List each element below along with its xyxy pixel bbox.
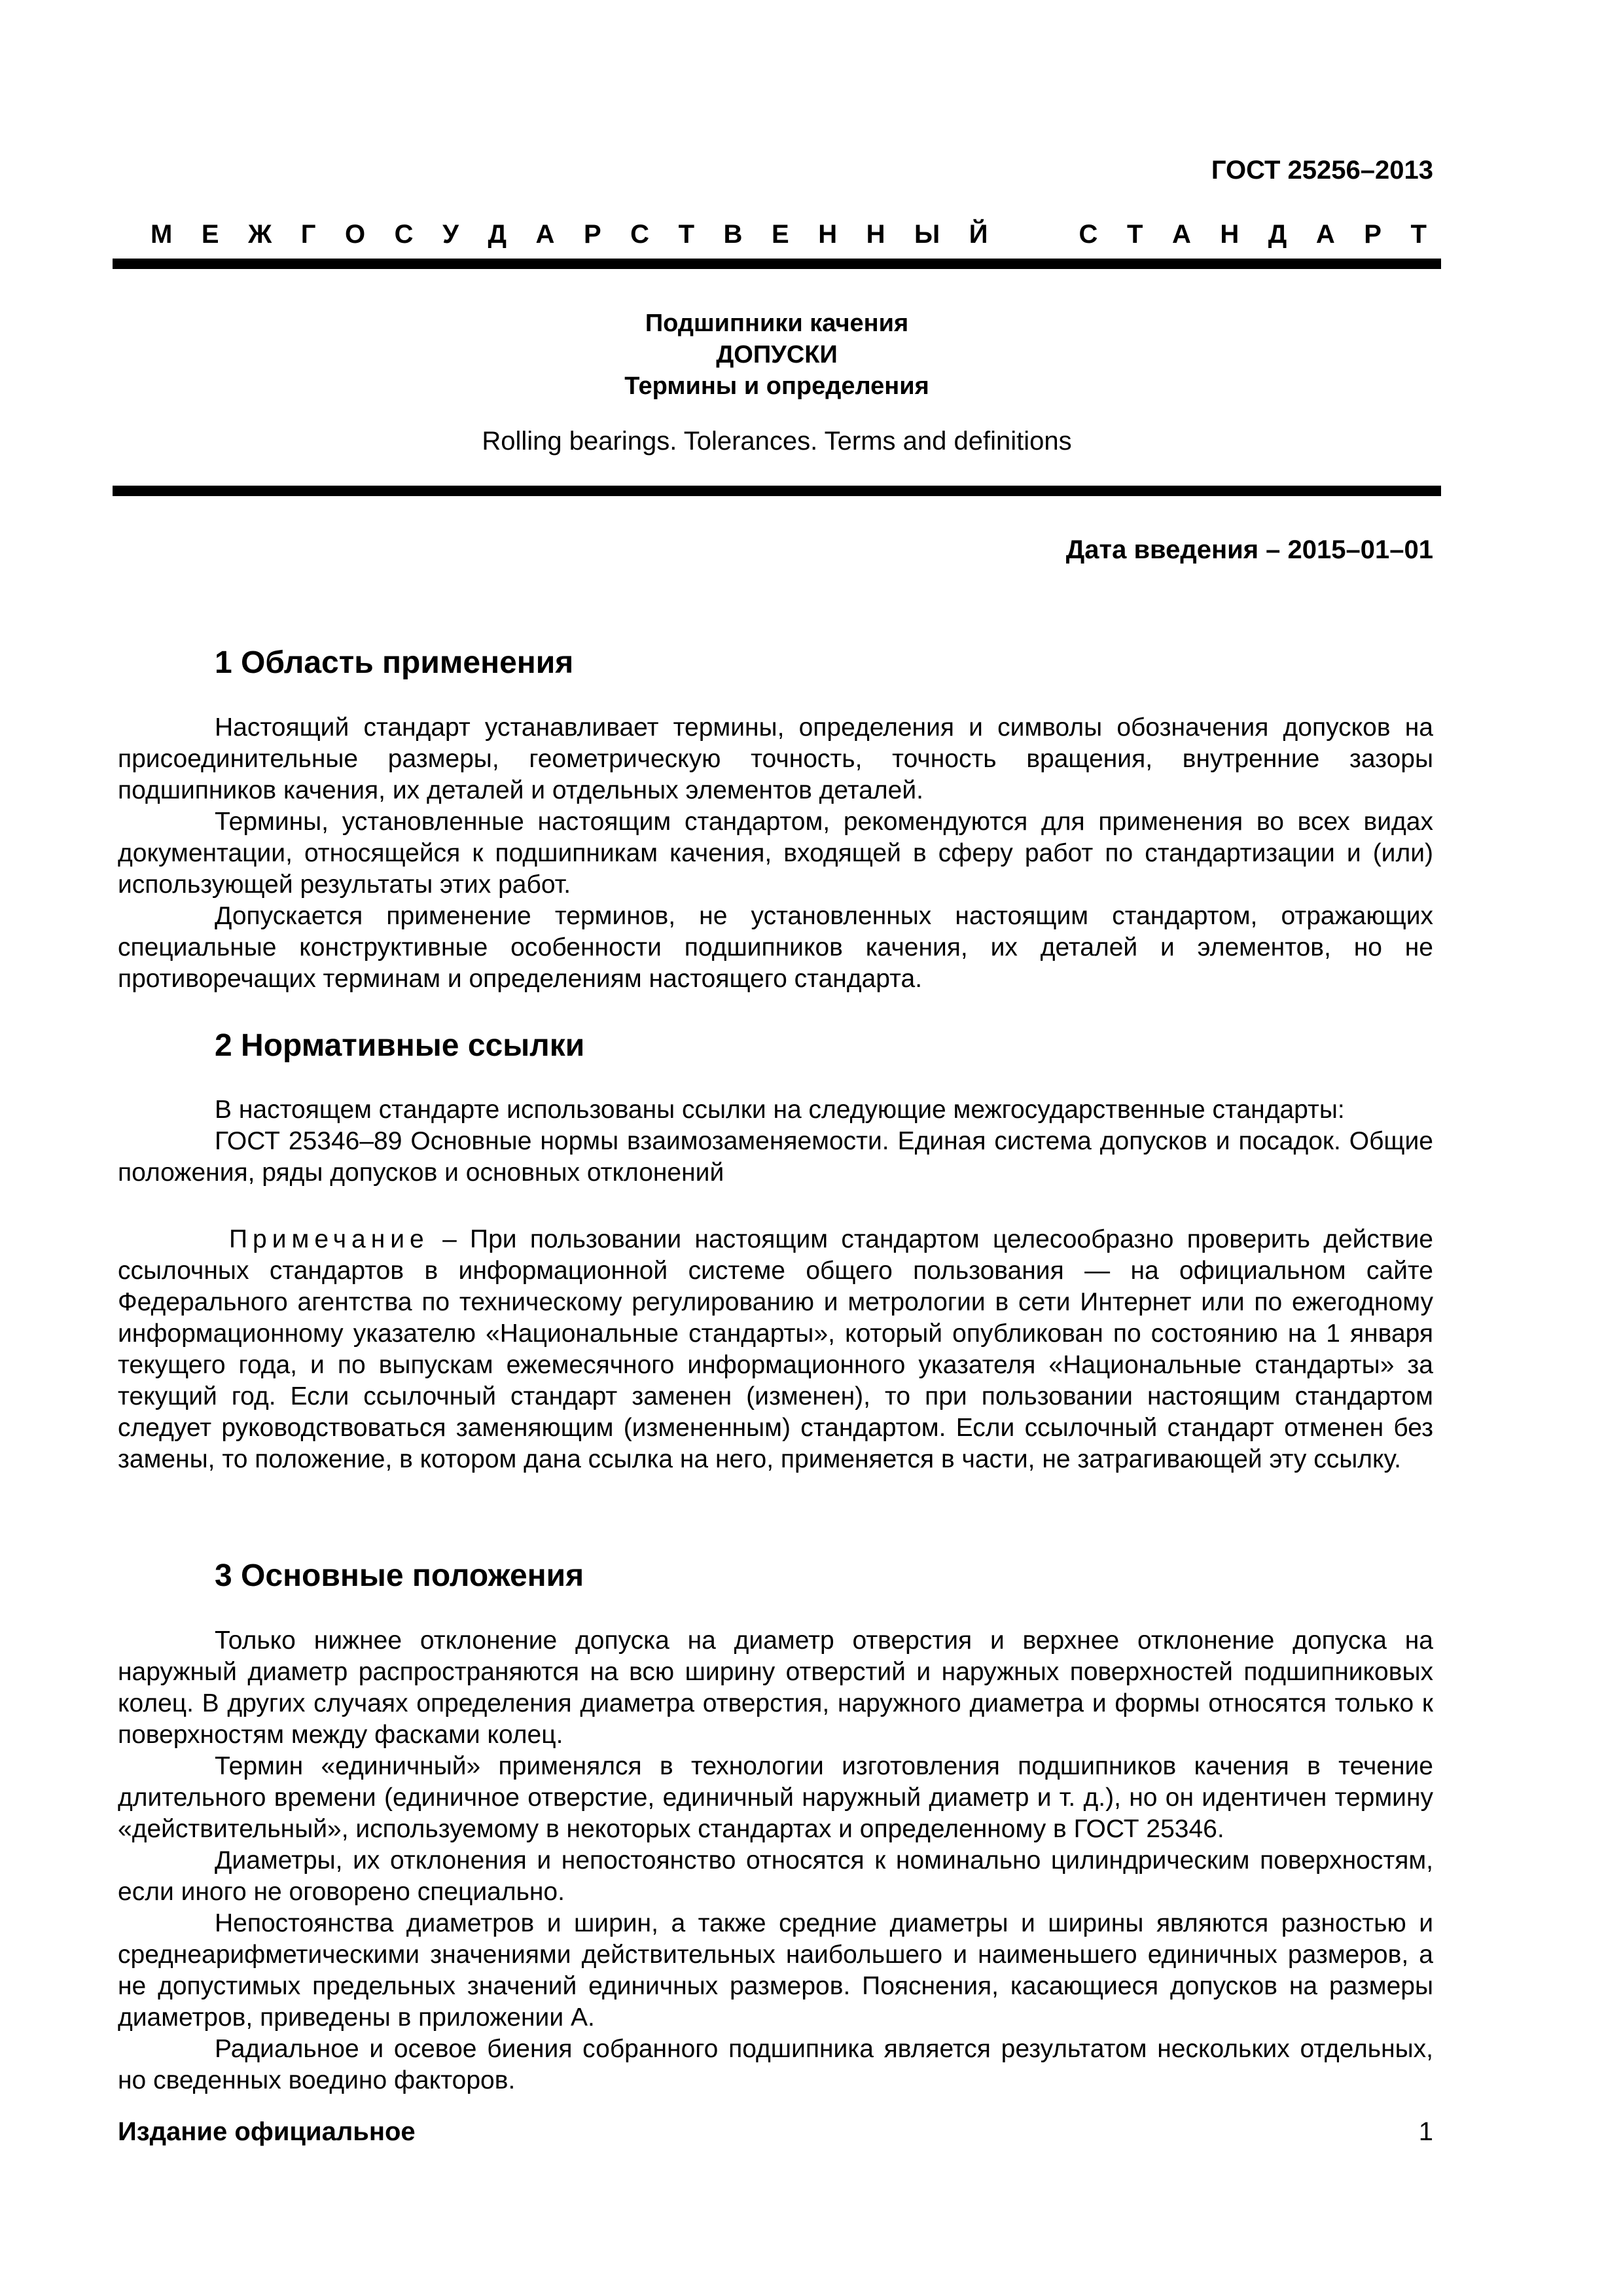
heading-letter: Е [771, 220, 796, 249]
paragraph: Настоящий стандарт устанавливает термины, определения и символы обозначения допусков на присоединительные размеры, геометрическую точность, точность вращения, внутренние зазоры подшипников качения, их деталей и отдельных элементов деталей. [118, 713, 1433, 804]
heading-letter: Т [678, 220, 702, 249]
heading-letter: М [151, 220, 179, 249]
top-rule [113, 259, 1441, 269]
paragraph: Непостоянства диаметров и ширин, а также средние диаметры и ширины являются разностью и среднеарифметическими значениями действительных наибольшего и наименьшего единичных размеров, а не допустимых предельных значений единичных размеров. Пояснения, касающиеся допусков на размеры диаметров, приведены в приложении А. [118, 1909, 1433, 2032]
heading-letter: У [442, 220, 465, 249]
heading-letter: Д [488, 220, 513, 249]
heading-letter: Г [300, 220, 323, 249]
heading-letter: Т [1410, 220, 1433, 249]
title-english: Rolling bearings. Tolerances. Terms and definitions [482, 427, 1072, 456]
heading-letter: Д [1268, 220, 1294, 249]
paragraph: Термины, установленные настоящим стандартом, рекомендуются для применения во всех видах документации, относящейся к подшипникам качения, входящей в сферу работ по стандартизации и (или) использующей результаты этих работ. [118, 808, 1433, 899]
note-paragraph [118, 1224, 1433, 1475]
heading-letter: Е [201, 220, 226, 249]
title-block [113, 308, 1441, 456]
official-edition-label: Издание официальное [118, 2117, 416, 2146]
heading-letter: В [723, 220, 749, 249]
heading-letter: С [630, 220, 656, 249]
heading-letter: Н [1220, 220, 1246, 249]
bottom-rule [113, 486, 1441, 496]
heading-letter: А [1315, 220, 1342, 249]
heading-letter: Р [1364, 220, 1388, 249]
paragraph: Только нижнее отклонение допуска на диаметр отверстия и верхнее отклонение допуска на наружный диаметр распространяются на всю ширину отверстий и наружных поверхностей подшипниковых колец. В других случаях определения диаметра отверстия, наружного диаметра и формы относятся только к поверхностям между фасками колец. [118, 1626, 1433, 1749]
section-heading-2: 2 Нормативные ссылки [215, 1028, 585, 1063]
heading-letter: Й [969, 220, 995, 249]
section-heading-3: 3 Основные положения [215, 1558, 584, 1593]
heading-letter: Ы [914, 220, 947, 249]
heading-letter: Н [866, 220, 892, 249]
heading-letter: Т [1126, 220, 1150, 249]
section-3-body [118, 1625, 1433, 2096]
heading-word-gap [1017, 220, 1056, 249]
gost-number: ГОСТ 25256–2013 [1211, 156, 1433, 185]
paragraph: В настоящем стандарте использованы ссылки на следующие межгосударственные стандарты: [215, 1096, 1345, 1124]
page-number: 1 [1418, 2117, 1433, 2146]
title-line-3: Термины и определения [624, 372, 929, 400]
heading-letter: Ж [248, 220, 279, 249]
paragraph: Диаметры, их отклонения и непостоянство относятся к номинально цилиндрическим поверхностям, если иного не оговорено специально. [118, 1846, 1433, 1906]
title-line-1: Подшипники качения [645, 310, 909, 337]
heading-letter: А [1171, 220, 1198, 249]
heading-letter: О [344, 220, 372, 249]
interstate-standard-heading [151, 220, 1433, 249]
section-heading-1: 1 Область применения [215, 645, 574, 680]
note-block [118, 1224, 1433, 1475]
paragraph: Термин «единичный» применялся в технологии изготовления подшипников качения в течение длительного времени (единичное отверстие, единичный наружный диаметр и т. д.), но он идентичен термину «действительный», используемому в некоторых стандартах и определенному в ГОСТ 25346. [118, 1752, 1433, 1843]
section-1-body [118, 712, 1433, 995]
heading-letter: А [535, 220, 562, 249]
title-line-2: ДОПУСКИ [716, 341, 838, 368]
heading-letter: Н [818, 220, 844, 249]
heading-letter: Р [583, 220, 608, 249]
introduction-date: Дата введения – 2015–01–01 [1065, 535, 1433, 564]
heading-letter: С [1079, 220, 1105, 249]
paragraph: Допускается применение терминов, не установленных настоящим стандартом, отражающих специальные конструктивные особенности подшипников качения, их деталей и элементов, но не противоречащих терминам и определениям настоящего стандарта. [118, 902, 1433, 993]
heading-letter: С [394, 220, 420, 249]
note-text: – При пользовании настоящим стандартом целесообразно проверить действие ссылочных стандартов в информационной системе общего пользования — на официальном сайте Федерального агентства по техническому регулированию и метрологии в сети Интернет или по ежегодному информационному указателю «Национальные стандарты», который опубликован по состоянию на 1 января текущего года, и по выпускам ежемесячного информационного указателя «Национальные стандарты» за текущий год. Если ссылочный стандарт заменен (изменен), то при пользовании настоящим стандартом следует руководствоваться заменяющим (измененным) стандартом. Если ссылочный стандарт отменен без замены, то положение, в котором дана ссылка на него, применяется в части, не затрагивающей эту ссылку. [118, 1225, 1433, 1473]
section-2-body [118, 1094, 1433, 1189]
paragraph: ГОСТ 25346–89 Основные нормы взаимозаменяемости. Единая система допусков и посадок. Общие положения, ряды допусков и основных отклонений [118, 1127, 1433, 1187]
paragraph: Радиальное и осевое биения собранного подшипника является результатом нескольких отдельных, но сведенных воедино факторов. [118, 2035, 1433, 2094]
note-label: Примечание [229, 1225, 429, 1253]
